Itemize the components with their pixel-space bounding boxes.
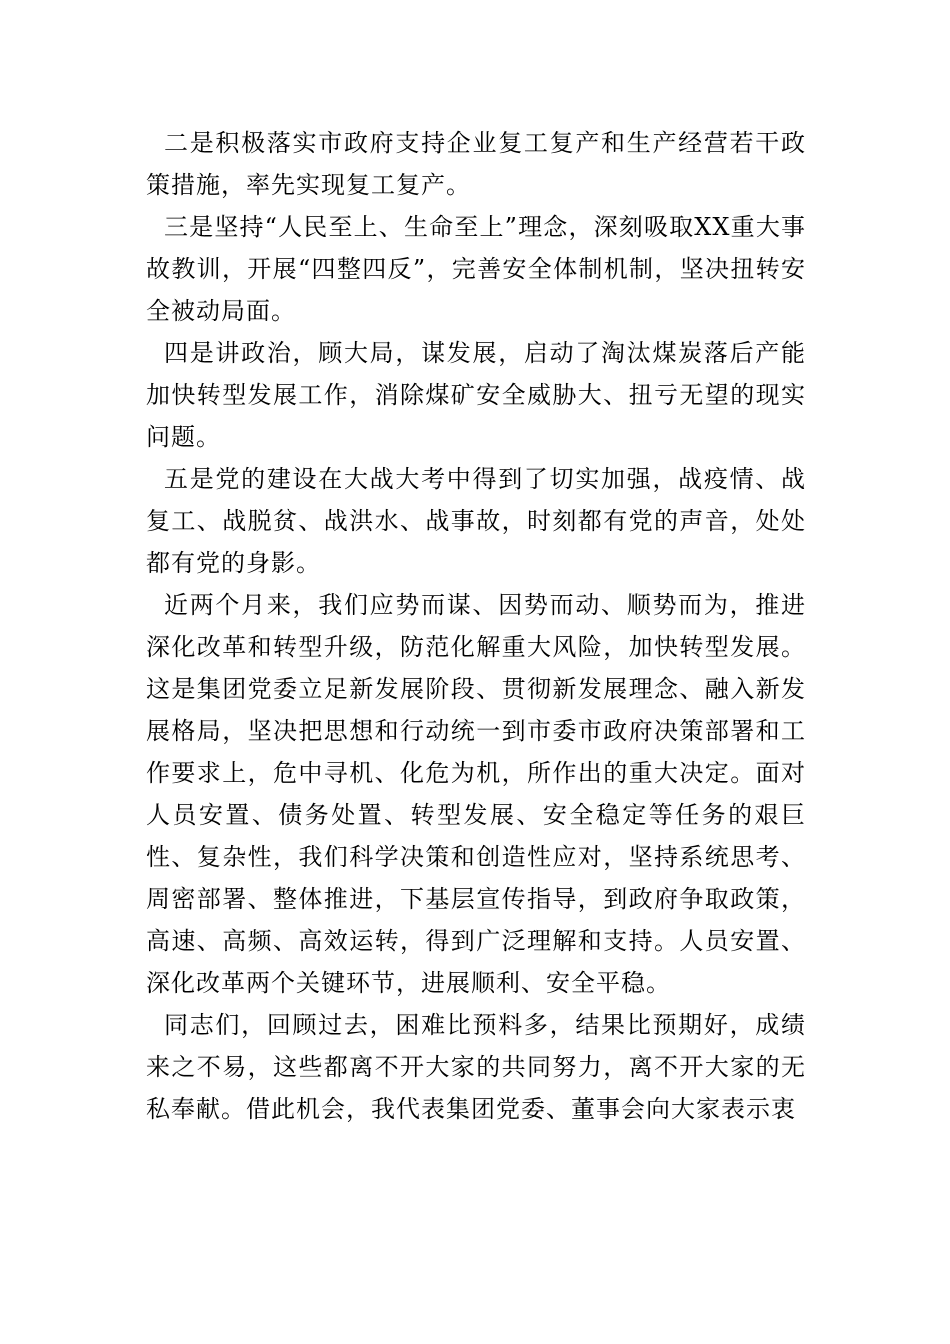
paragraph-comrades: 同志们，回顾过去，困难比预料多，结果比预期好，成绩来之不易，这些都离不开大家的共同努力，离不开大家的无私奉献。借此机会，我代表集团党委、董事会向大家表示衷 bbox=[146, 1011, 806, 1123]
document-body bbox=[146, 122, 806, 1130]
paragraph-5: 五是党的建设在大战大考中得到了切实加强，战疫情、战复工、战脱贫、战洪水、战事故，时刻都有党的声音，处处都有党的身影。 bbox=[146, 465, 806, 577]
paragraph-3: 三是坚持“人民至上、生命至上”理念，深刻吸取XX重大事故教训，开展“四整四反”，完善安全体制机制，坚决扭转安全被动局面。 bbox=[146, 213, 806, 325]
paragraph-2: 二是积极落实市政府支持企业复工复产和生产经营若干政策措施，率先实现复工复产。 bbox=[146, 129, 806, 199]
paragraph-recent-months: 近两个月来，我们应势而谋、因势而动、顺势而为，推进深化改革和转型升级，防范化解重大风险，加快转型发展。这是集团党委立足新发展阶段、贯彻新发展理念、融入新发展格局，坚决把思想和行动统一到市委市政府决策部署和工作要求上，危中寻机、化危为机，所作出的重大决定。面对人员安置、债务处置、转型发展、安全稳定等任务的艰巨性、复杂性，我们科学决策和创造性应对，坚持系统思考、周密部署、整体推进，下基层宣传指导，到政府争取政策，高速、高频、高效运转，得到广泛理解和支持。人员安置、深化改革两个关键环节，进展顺利、安全平稳。 bbox=[146, 591, 806, 997]
paragraph-4: 四是讲政治，顾大局，谋发展，启动了淘汰煤炭落后产能加快转型发展工作，消除煤矿安全威胁大、扭亏无望的现实问题。 bbox=[146, 339, 806, 451]
